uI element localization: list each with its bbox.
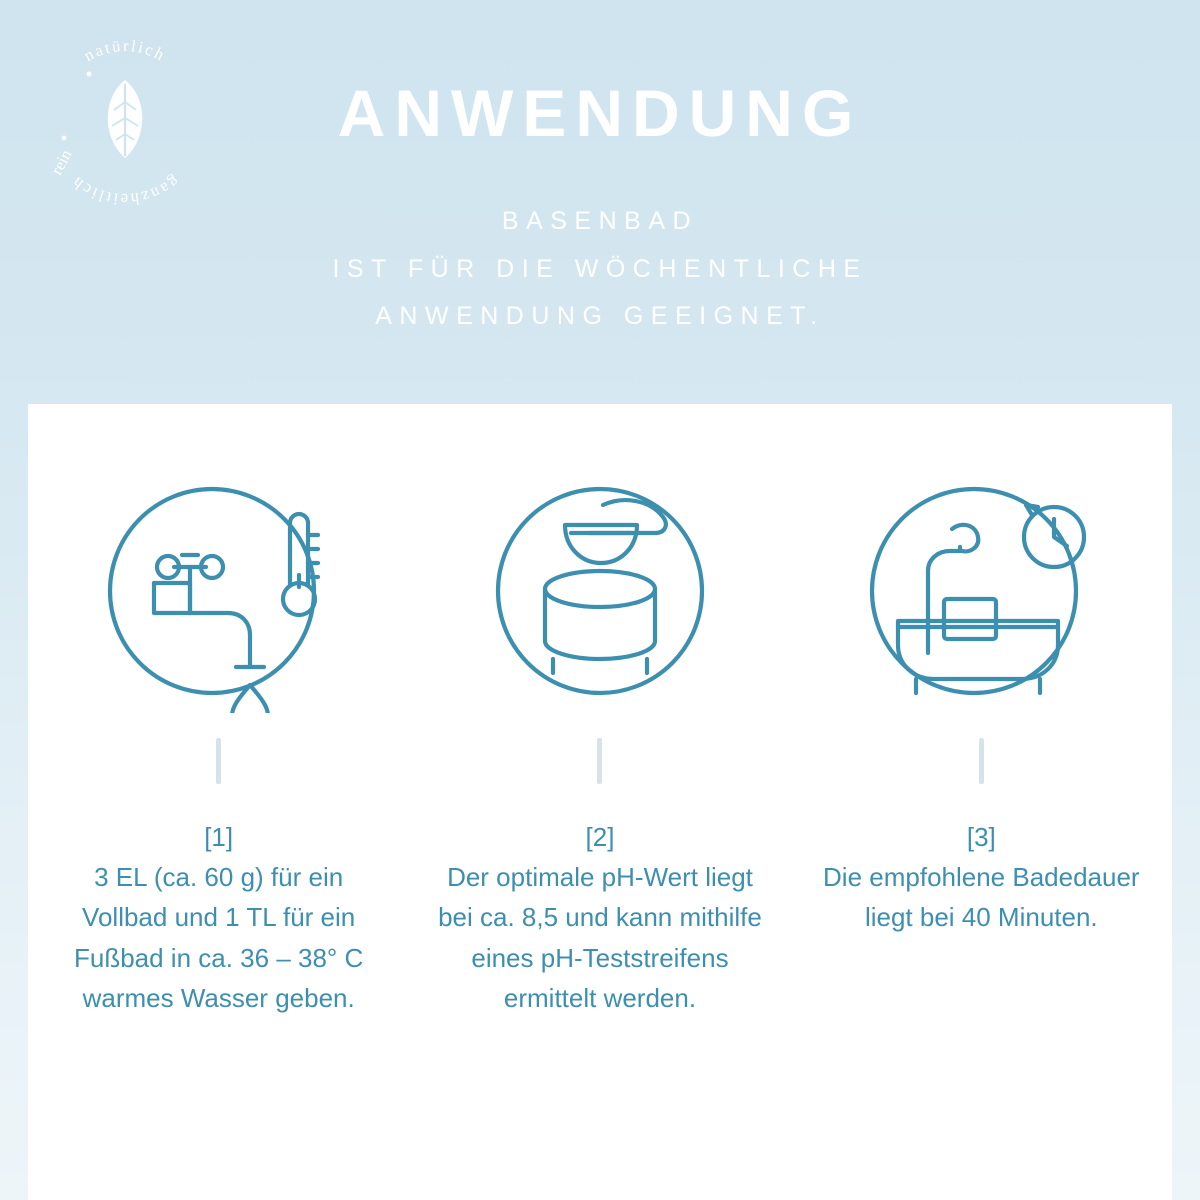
faucet-thermometer-icon [89,458,349,718]
subtitle-line-2: IST FÜR DIE WÖCHENTLICHE [332,254,868,283]
svg-text:natürlich [81,36,170,65]
step-item-3 [791,458,1172,1018]
step-number: [1] [204,822,234,852]
bathtub-clock-icon [851,458,1111,718]
seal-text-bottom: ganzheitlich [66,172,184,210]
subtitle-line-1: BASENBAD [501,207,699,235]
step-description: Der optimale pH-Wert liegt bei ca. 8,5 und kann mithilfe eines pH-Teststreifens ermittelt werden. [438,862,762,1013]
step-number: [2] [585,822,615,852]
step-item-1 [28,458,409,1018]
step-item-2 [409,458,790,1018]
header [0,76,1200,341]
step-number: [3] [966,822,996,852]
step-connector [597,738,602,784]
page-subtitle [0,198,1200,341]
subtitle-line-3: ANWENDUNG GEEIGNET. [375,302,825,330]
step-connector [979,738,984,784]
steps-list [28,404,1172,1018]
steps-card [28,404,1172,1200]
seal-text-left: rein [46,146,76,178]
page-title: ANWENDUNG [337,76,863,150]
step-description: 3 EL (ca. 60 g) für ein Vollbad und 1 TL für ein Fußbad in ca. 36 – 38° C warmes Wasser geben. [73,862,364,1013]
seal-text-top: natürlich [80,35,170,66]
scoop-jar-icon [470,458,730,718]
step-description: Die empfohlene Badedauer liegt bei 40 Minuten. [823,862,1140,933]
step-connector [216,738,221,784]
